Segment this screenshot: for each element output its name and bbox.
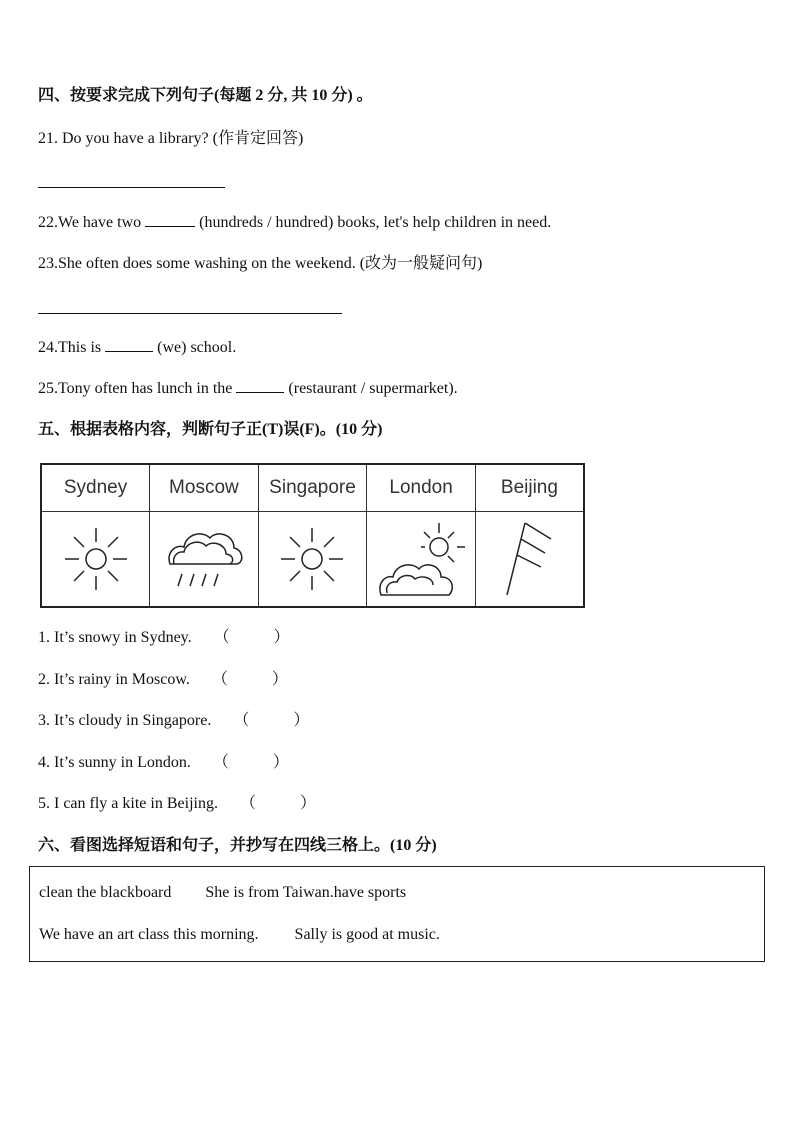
question-23: 23.She often does some washing on the weekend. (改为一般疑问句) <box>38 255 483 272</box>
statement-3-text: 3. It’s cloudy in Singapore. <box>38 712 212 729</box>
question-24-text-after: (we) school. <box>157 339 237 356</box>
statement-1 <box>38 628 290 648</box>
answer-paren-5-close: ） <box>299 795 316 812</box>
question-25-text-after: (restaurant / supermarket). <box>288 380 458 397</box>
answer-paren-4-open[interactable]: （ <box>212 754 229 771</box>
question-22-text-after: (hundreds / hundred) books, let's help children in need. <box>199 214 552 231</box>
statement-2-text: 2. It’s rainy in Moscow. <box>38 671 190 688</box>
city-moscow: Moscow <box>150 464 259 512</box>
section6-heading: 六、看图选择短语和句子，并抄写在四线三格上。(10 分) <box>38 837 437 854</box>
answer-paren-3-close: ） <box>293 712 310 729</box>
phrase-row-1 <box>39 884 406 902</box>
statement-4-text: 4. It’s sunny in London. <box>38 754 191 771</box>
wind-flag-icon <box>499 519 559 599</box>
phrase-clean-blackboard: clean the blackboard <box>39 884 172 901</box>
question-22 <box>38 212 551 233</box>
answer-paren-2-close: ） <box>271 671 288 688</box>
sun-icon <box>61 524 131 594</box>
rain-cloud-icon <box>164 522 244 596</box>
statement-2 <box>38 670 288 690</box>
statement-5-text: 5. I can fly a kite in Beijing. <box>38 795 218 812</box>
weather-cell-moscow <box>150 512 259 608</box>
phrase-art-class: We have an art class this morning. <box>39 926 259 943</box>
answer-paren-4-close: ） <box>272 754 289 771</box>
answer-paren-3-open[interactable]: （ <box>233 712 250 729</box>
weather-cell-london <box>367 512 476 608</box>
sun-icon <box>277 524 347 594</box>
statement-1-text: 1. It’s snowy in Sydney. <box>38 629 192 646</box>
question-24-text-before: 24.This is <box>38 339 102 356</box>
section4-heading: 四、按要求完成下列句子(每题 2 分, 共 10 分) 。 <box>38 87 373 104</box>
question-22-text-before: 22.We have two <box>38 214 142 231</box>
answer-line-21[interactable] <box>38 187 225 188</box>
statement-3 <box>38 711 309 731</box>
answer-blank-22[interactable] <box>145 212 195 227</box>
question-21: 21. Do you have a library? (作肯定回答) <box>38 130 304 147</box>
section5-heading: 五、根据表格内容，判断句子正(T)误(F)。(10 分) <box>38 421 383 438</box>
answer-blank-25[interactable] <box>236 378 284 393</box>
phrase-row-2 <box>39 926 440 944</box>
phrase-sally-music: Sally is good at music. <box>294 926 440 943</box>
phrase-box <box>29 866 765 962</box>
answer-paren-1-open[interactable]: （ <box>213 629 230 646</box>
weather-table <box>40 463 585 608</box>
weather-cell-sydney <box>41 512 150 608</box>
answer-blank-24[interactable] <box>105 337 153 352</box>
answer-paren-1-close: ） <box>273 629 290 646</box>
city-beijing: Beijing <box>475 464 584 512</box>
weather-cell-singapore <box>258 512 367 608</box>
city-singapore: Singapore <box>258 464 367 512</box>
weather-cell-beijing <box>475 512 584 608</box>
statement-4 <box>38 753 289 773</box>
question-24 <box>38 337 236 358</box>
city-london: London <box>367 464 476 512</box>
answer-paren-2-open[interactable]: （ <box>211 671 228 688</box>
cloud-sun-icon <box>377 519 465 599</box>
question-25 <box>38 378 458 399</box>
answer-paren-5-open[interactable]: （ <box>239 795 256 812</box>
question-25-text-before: 25.Tony often has lunch in the <box>38 380 233 397</box>
statement-5 <box>38 794 316 814</box>
city-sydney: Sydney <box>41 464 150 512</box>
answer-line-23[interactable] <box>38 313 342 314</box>
phrase-taiwan-sports: She is from Taiwan.have sports <box>205 884 407 901</box>
